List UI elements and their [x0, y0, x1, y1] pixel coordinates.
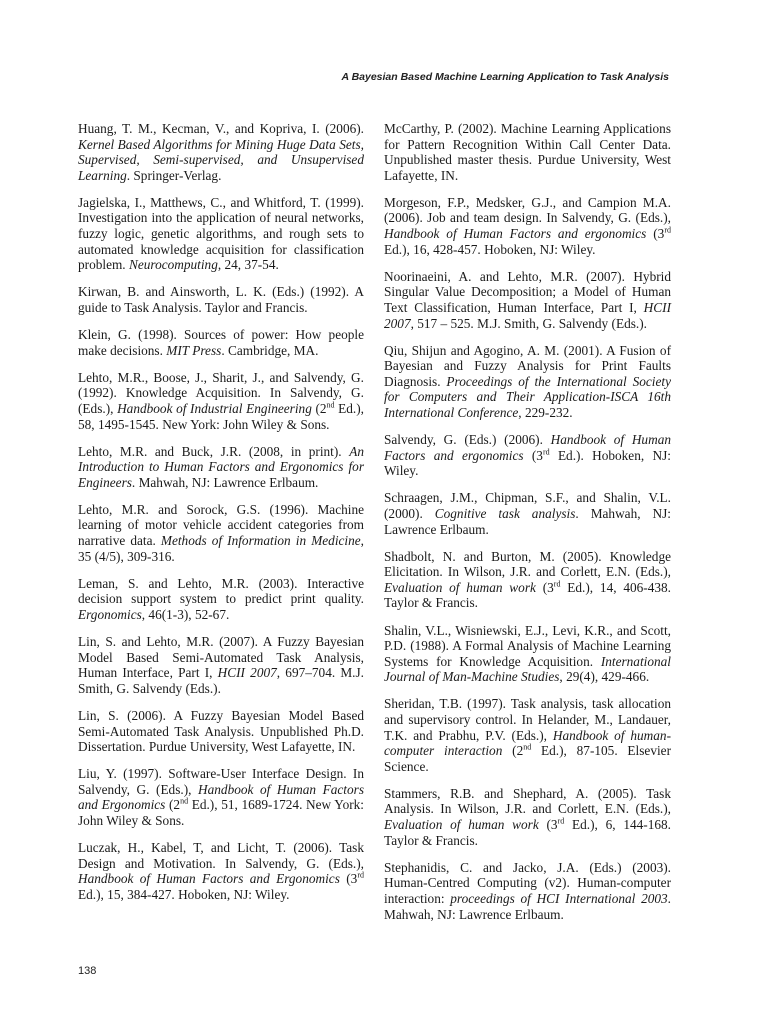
reference-italic-text: Handbook of Human Factors and ergonomics	[384, 226, 647, 242]
reference-text: . Mahwah, NJ: Lawrence Erlbaum.	[131, 474, 319, 490]
reference-text: (2	[165, 797, 181, 813]
reference-text: McCarthy, P. (2002). Machine Learning Applications for Pattern Recognition Within Call Center Data. Unpublished master thesis. Purdue University, West Lafayette, IN.	[384, 121, 671, 183]
reference-superscript: rd	[557, 816, 565, 826]
reference-superscript: rd	[357, 870, 365, 880]
reference-text: , 46(1-3), 52-67.	[141, 606, 230, 622]
reference-italic-text: Evaluation of human work	[384, 817, 539, 833]
reference-italic-text: Ergonomics	[78, 606, 142, 622]
reference-text: Ed.), 14, 406-438. Taylor & Francis.	[384, 579, 671, 611]
reference-text: , 697–704. M.J. Smith, G. Salvendy (Eds.).	[78, 665, 365, 696]
reference-text: Luczak, H., Kabel, T, and Licht, T. (2006). Task Design and Motivation. In Salvendy, G. (Eds.),	[78, 840, 364, 871]
references-left-column	[78, 121, 364, 914]
reference-text: Lehto, M.R. and Sorock, G.S. (1996). Machine learning of motor vehicle accident categories from narrative data.	[78, 501, 364, 549]
reference-text: . Mahwah, NJ: Lawrence Erlbaum.	[384, 505, 671, 537]
reference-entry	[384, 432, 671, 479]
reference-text: Shadbolt, N. and Burton, M. (2005). Knowledge Elicitation. In Wilson, J.R. and Corlett, E.N. (Eds.),	[384, 548, 671, 580]
reference-entry	[384, 343, 671, 421]
reference-text: Ed.), 58, 1495-1545. New York: John Wiley & Sons.	[78, 400, 365, 432]
references-right-column	[384, 121, 671, 934]
reference-entry	[78, 327, 364, 358]
reference-superscript: nd	[326, 400, 335, 410]
reference-italic-text: Cognitive task analysis	[434, 505, 576, 521]
reference-entry	[78, 370, 364, 432]
reference-entry	[78, 634, 364, 696]
reference-text: Ed.), 16, 428-457. Hoboken, NJ: Wiley.	[384, 241, 596, 257]
reference-italic-text: Handbook of Human Factors and ergonomics	[384, 432, 671, 463]
reference-italic-text: Methods of Information in Medicine	[160, 533, 361, 549]
reference-entry	[78, 708, 364, 755]
reference-italic-text: HCII 2007	[217, 665, 277, 681]
reference-text: Kirwan, B. and Ainsworth, L. K. (Eds.) (1992). A guide to Task Analysis. Taylor and Francis.	[78, 284, 364, 315]
reference-italic-text: International Journal of Man-Machine Studies	[384, 653, 671, 685]
reference-text: (3	[535, 579, 554, 595]
reference-text: Noorinaeini, A. and Lehto, M.R. (2007). Hybrid Singular Value Decomposition; a Model of Human Text Classification, Human Interface, Part I,	[384, 268, 671, 315]
reference-superscript: nd	[180, 796, 189, 806]
reference-text: Jagielska, I., Matthews, C., and Whitford, T. (1999). Investigation into the application of neural networks, fuzzy logic, genetic algorithms, and rough sets to automated knowledge acquisition for classification problem.	[78, 194, 364, 273]
reference-italic-text: Neurocomputing	[128, 257, 218, 273]
reference-italic-text: Handbook of Human Factors and Ergonomics	[78, 871, 340, 887]
reference-text: Liu, Y. (1997). Software-User Interface Design. In Salvendy, G. (Eds.),	[78, 766, 364, 797]
reference-entry	[384, 269, 671, 331]
reference-italic-text: Evaluation of human work	[384, 579, 536, 595]
reference-text: . Springer-Verlag.	[126, 167, 222, 183]
reference-entry	[384, 195, 671, 257]
reference-text: Ed.), 87-105. Elsevier Science.	[384, 743, 671, 774]
reference-text: Lehto, M.R. and Buck, J.R. (2008, in print).	[78, 443, 350, 459]
reference-text: Sheridan, T.B. (1997). Task analysis, task allocation and supervisory control. In Helander, M., Landauer, T.K. and Prabhu, P.V. (Eds.),	[384, 696, 671, 743]
reference-superscript: rd	[542, 447, 550, 457]
reference-entry	[384, 490, 671, 537]
reference-text: Stammers, R.B. and Shephard, A. (2005). Task Analysis. In Wilson, J.R. and Corlett, E.N. (Eds.),	[384, 785, 671, 817]
reference-italic-text: Proceedings of the International Society for Computers and Their Application-ISCA 16th International Conference	[384, 373, 671, 420]
reference-text: Morgeson, F.P., Medsker, G.J., and Campion M.A. (2006). Job and team design. In Salvendy, G. (Eds.),	[384, 194, 671, 226]
reference-text: (2	[311, 400, 327, 416]
reference-text: . Cambridge, MA.	[221, 342, 319, 358]
reference-entry	[384, 549, 671, 611]
reference-text: (3	[538, 817, 558, 833]
reference-entry	[78, 766, 364, 828]
reference-text: Ed.). Hoboken, NJ: Wiley.	[384, 447, 671, 479]
reference-entry	[78, 121, 364, 183]
reference-italic-text: Handbook of Human Factors and Ergonomics	[78, 781, 364, 813]
reference-italic-text: HCII 2007	[384, 299, 671, 331]
reference-superscript: rd	[553, 579, 561, 589]
reference-entry	[384, 786, 671, 848]
reference-entry	[78, 284, 364, 315]
reference-text: Stephanidis, C. and Jacko, J.A. (Eds.) (2003). Human-Centred Computing (v2). Human-computer interaction:	[384, 859, 671, 906]
reference-text: Huang, T. M., Kecman, V., and Kopriva, I. (2006).	[78, 121, 364, 136]
reference-entry	[384, 623, 671, 685]
reference-text: Leman, S. and Lehto, M.R. (2003). Interactive decision support system to predict print quality.	[78, 575, 364, 607]
reference-entry	[78, 576, 364, 623]
reference-text: Lin, S. (2006). A Fuzzy Bayesian Model Based Semi-Automated Task Analysis. Unpublished Ph.D. Dissertation. Purdue University, West Lafayette, IN.	[78, 707, 364, 755]
reference-text: , 29(4), 429-466.	[559, 669, 650, 685]
reference-text: Klein, G. (1998). Sources of power: How people make decisions.	[78, 327, 364, 358]
reference-italic-text: proceedings of HCI International 2003	[450, 890, 668, 906]
reference-text: Ed.), 6, 144-168. Taylor & Francis.	[384, 817, 671, 848]
reference-italic-text: Handbook of human-computer interaction	[384, 727, 672, 759]
reference-entry	[384, 696, 671, 774]
reference-entry	[78, 195, 364, 273]
reference-text: Qiu, Shijun and Agogino, A. M. (2001). A Fusion of Bayesian and Fuzzy Analysis for Print Faults Diagnosis.	[384, 342, 671, 389]
reference-entry	[78, 840, 364, 902]
reference-entry	[78, 502, 364, 564]
reference-italic-text: MIT Press	[166, 342, 222, 358]
reference-text: Lin, S. and Lehto, M.R. (2007). A Fuzzy Bayesian Model Based Semi-Automated Task Analysis, Human Interface, Part I,	[78, 634, 364, 681]
reference-text: Ed.), 51, 1689-1724. New York: John Wiley & Sons.	[78, 797, 364, 828]
reference-text: . Mahwah, NJ: Lawrence Erlbaum.	[384, 890, 671, 922]
reference-entry	[384, 121, 671, 183]
reference-text: Lehto, M.R., Boose, J., Sharit, J., and Salvendy, G. (1992). Knowledge Acquisition. In Salvendy, G. (Eds.),	[78, 369, 364, 416]
reference-superscript: rd	[664, 225, 671, 235]
reference-text: Ed.), 15, 384-427. Hoboken, NJ: Wiley.	[78, 886, 290, 902]
reference-italic-text: Kernel Based Algorithms for Mining Huge Data Sets, Supervised, Semi-supervised, and Unsupervised Learning	[78, 136, 364, 183]
reference-italic-text: Handbook of Industrial Engineering	[117, 400, 312, 416]
page-number: 138	[78, 965, 97, 977]
reference-text: Schraagen, J.M., Chipman, S.F., and Shalin, V.L. (2000).	[384, 490, 671, 521]
reference-text: (3	[646, 226, 665, 242]
reference-entry	[78, 444, 364, 491]
reference-superscript: nd	[523, 742, 532, 752]
reference-italic-text: An Introduction to Human Factors and Ergonomics for Engineers	[78, 443, 364, 490]
reference-text: (3	[523, 447, 543, 463]
reference-text: , 24, 37-54.	[217, 257, 279, 273]
reference-text: Salvendy, G. (Eds.) (2006).	[384, 432, 551, 448]
running-header: A Bayesian Based Machine Learning Application to Task Analysis	[341, 71, 669, 83]
reference-text: (2	[502, 743, 524, 759]
reference-entry	[384, 860, 671, 922]
reference-text: Shalin, V.L., Wisniewski, E.J., Levi, K.R., and Scott, P.D. (1988). A Formal Analysis of Machine Learning Systems for Knowledge Acquisition.	[384, 622, 671, 669]
reference-text: , 517 – 525. M.J. Smith, G. Salvendy (Eds.).	[410, 315, 647, 331]
reference-text: (3	[339, 871, 358, 887]
reference-text: , 229-232.	[518, 405, 573, 420]
reference-text: , 35 (4/5), 309-316.	[78, 533, 364, 564]
